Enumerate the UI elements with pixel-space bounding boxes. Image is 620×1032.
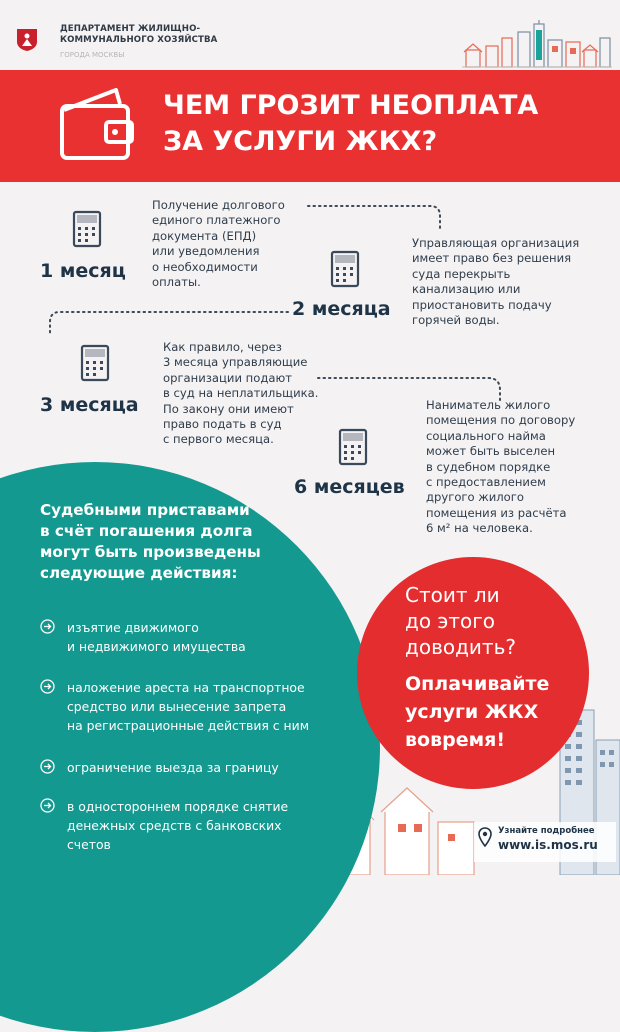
list-item-text bbox=[67, 618, 377, 656]
document-icon bbox=[338, 428, 368, 466]
desc-line: 3 месяца управляющие bbox=[163, 355, 308, 370]
arrow-circle-icon bbox=[40, 619, 55, 634]
desc-line: другого жилого bbox=[426, 490, 524, 505]
arrow-circle-icon bbox=[40, 759, 55, 774]
desc-line: оплаты. bbox=[152, 275, 201, 290]
period-6-months: 6 месяцев bbox=[294, 476, 405, 498]
text-line: изъятие движимого bbox=[67, 620, 199, 635]
heading-line: Судебными приставами bbox=[40, 501, 250, 519]
list-item-text bbox=[67, 797, 377, 854]
desc-line: имеет право без решения bbox=[412, 251, 572, 266]
question-line: до этого bbox=[405, 609, 496, 633]
text-line: денежных средств с банковских bbox=[67, 818, 282, 833]
desc-line: единого платежного bbox=[152, 213, 281, 228]
website-link[interactable]: www.is.mos.ru bbox=[498, 838, 598, 852]
desc-line: 6 м² на человека. bbox=[426, 521, 533, 536]
text-line: счетов bbox=[67, 837, 111, 852]
desc-line: суда перекрыть bbox=[412, 266, 511, 281]
desc-line: помещения по договору bbox=[426, 413, 576, 428]
desc-line: с первого месяца. bbox=[163, 432, 274, 447]
desc-line: помещения из расчёта bbox=[426, 505, 567, 520]
learn-more-label: Узнайте подробнее bbox=[498, 826, 595, 836]
text-line: наложение ареста на транспортное bbox=[67, 680, 305, 695]
desc-line: Получение долгового bbox=[152, 198, 285, 212]
desc-line: или уведомления bbox=[152, 244, 260, 259]
desc-line: канализацию или bbox=[412, 282, 521, 297]
desc-line: Управляющая организация bbox=[412, 236, 580, 250]
period-1-description bbox=[152, 198, 285, 290]
document-icon bbox=[330, 250, 360, 288]
text-line: средство или вынесение запрета bbox=[67, 699, 287, 714]
arrow-circle-icon bbox=[40, 679, 55, 694]
desc-line: горячей воды. bbox=[412, 313, 500, 328]
list-item-text bbox=[67, 758, 377, 777]
arrow-circle-icon bbox=[40, 798, 55, 813]
location-pin-icon bbox=[478, 827, 492, 847]
answer-line: услуги ЖКХ bbox=[405, 701, 539, 723]
title-line: ЗА УСЛУГИ ЖКХ? bbox=[163, 126, 438, 157]
dept-line: ДЕПАРТАМЕНТ ЖИЛИЩНО- bbox=[60, 24, 201, 34]
period-3-description bbox=[163, 340, 318, 448]
document-icon bbox=[72, 210, 102, 248]
department-city: ГОРОДА МОСКВЫ bbox=[60, 51, 125, 59]
desc-line: с предоставлением bbox=[426, 475, 546, 490]
text-line: и недвижимого имущества bbox=[67, 639, 246, 654]
text-line: ограничение выезда за границу bbox=[67, 760, 279, 775]
callout-answer bbox=[405, 670, 549, 754]
desc-line: приостановить подачу bbox=[412, 297, 552, 312]
desc-line: документа (ЕПД) bbox=[152, 228, 257, 243]
desc-line: в суд на неплатильщика. bbox=[163, 386, 319, 401]
desc-line: в судебном порядке bbox=[426, 459, 551, 474]
desc-line: Наниматель жилого bbox=[426, 398, 551, 412]
heading-line: следующие действия: bbox=[40, 564, 238, 582]
desc-line: По закону они имеют bbox=[163, 401, 294, 416]
list-item-text bbox=[67, 678, 377, 735]
text-line: на регистрационные действия с ним bbox=[67, 718, 310, 733]
period-2-description bbox=[412, 236, 579, 328]
answer-line: вовремя! bbox=[405, 729, 505, 751]
callout-question bbox=[405, 582, 516, 660]
desc-line: социального найма bbox=[426, 428, 546, 443]
document-icon bbox=[80, 344, 110, 382]
period-2-months: 2 месяца bbox=[292, 298, 391, 320]
title-line: ЧЕМ ГРОЗИТ НЕОПЛАТА bbox=[163, 90, 539, 121]
period-3-months: 3 месяца bbox=[40, 394, 139, 416]
dept-line: КОММУНАЛЬНОГО ХОЗЯЙСТВА bbox=[60, 35, 218, 45]
desc-line: право подать в суд bbox=[163, 417, 282, 432]
desc-line: Как правило, через bbox=[163, 340, 282, 354]
period-1-month: 1 месяц bbox=[40, 260, 126, 282]
bailiffs-heading bbox=[40, 500, 261, 584]
text-line: в одностороннем порядке снятие bbox=[67, 799, 289, 814]
period-4-description bbox=[426, 398, 575, 537]
desc-line: организации подают bbox=[163, 370, 292, 385]
heading-line: в счёт погашения долга bbox=[40, 522, 253, 540]
answer-line: Оплачивайте bbox=[405, 673, 550, 695]
desc-line: может быть выселен bbox=[426, 444, 556, 459]
question-line: Стоит ли bbox=[405, 583, 500, 607]
question-line: доводить? bbox=[405, 635, 516, 659]
desc-line: о необходимости bbox=[152, 259, 258, 274]
heading-line: могут быть произведены bbox=[40, 543, 261, 561]
